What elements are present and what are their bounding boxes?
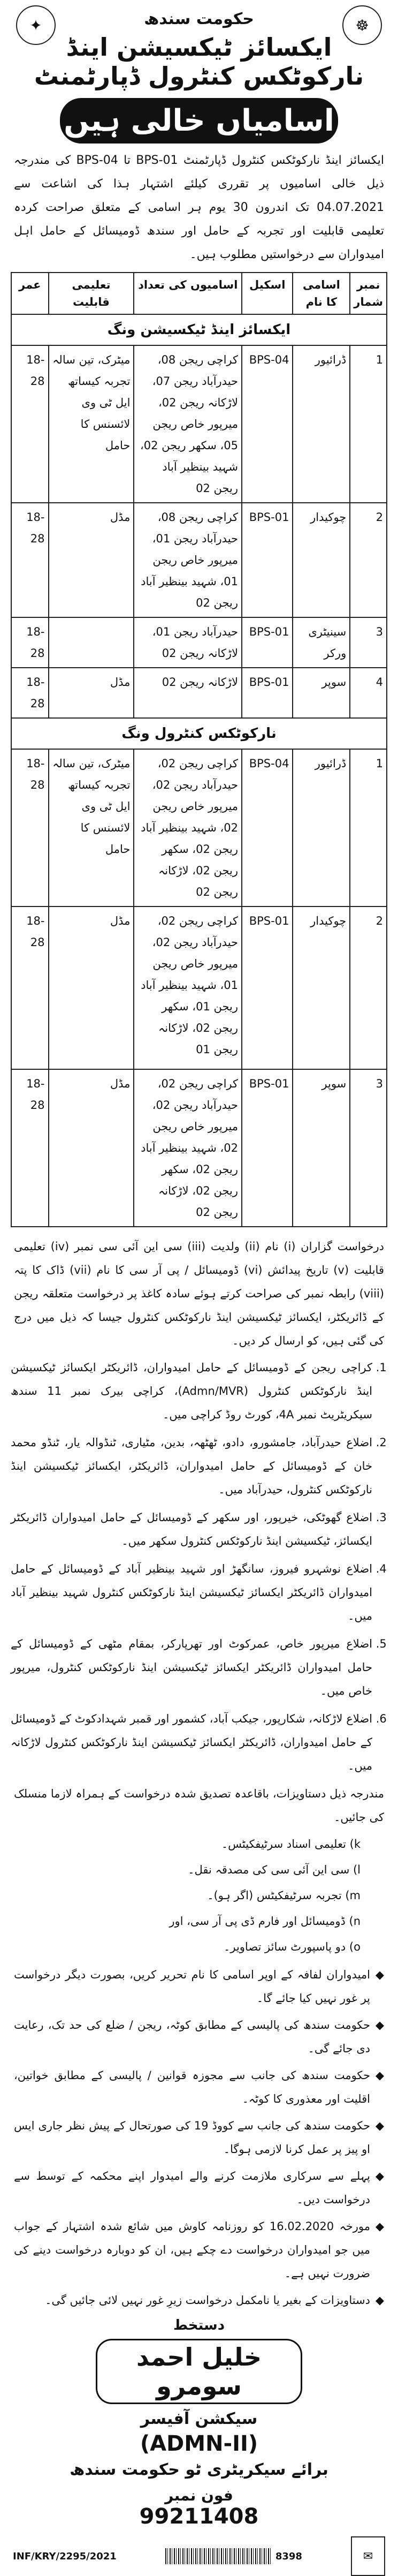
bullet-icon: ◆ (375, 2119, 384, 2132)
list-item: o) دو پاسپورٹ سائز تصاویر۔ (224, 1940, 361, 1953)
barcode-icon (165, 2548, 272, 2564)
conditions-section (11, 1235, 387, 2312)
list-item: 3. اضلاع گھوٹکی، خیرپور، اور سکھر کے ڈومیسائل کے حامل امیدواران ڈائریکٹر ایکسائز، ٹیکسیشن اینڈ نارکوٹکس کنٹرول سکھر میں۔ (11, 1506, 372, 1553)
list-item: ◆ حکومت سندھ کی جانب سے کووڈ 19 کی صورتحال کے پیش نظر جاری ایس او پیز پر عمل کرنا لازمی ہوگا۔ (14, 2114, 384, 2161)
list-item: ◆ دستاویزات کے بغیر یا نامکمل درخواست زیرِ غور نہیں لائی جائیں گی۔ (14, 2288, 384, 2312)
sindh-government-emblem-icon: ☸ (342, 5, 382, 45)
header-scale: اسکیل (242, 273, 293, 314)
table-row: 1 ڈرائیور BPS-04 کراچی ریجن 02، حیدرآباد ریجن 02، میرپور خاص ریجن 02، شہید بینظیر آباد ریجن 02، سکھر ریجن 02، لاڑکانہ ریجن 02 میٹرک، تین سالہ تجربہ کیساتھ ایل ٹی وی لائسنس کا حامل 18-28 (11, 749, 387, 906)
header-qualification: تعلیمی قابلیت (49, 273, 134, 314)
list-item: 6. اضلاع لاڑکانہ، شکارپور، جیکب آباد، کشمور اور قمبر شہدادکوٹ کے ڈومیسائل کے حامل امیدواران، ڈائریکٹر ایکسائز ٹیکسیشن اینڈ نارکوٹکس کنٹرول لاڑکانہ میں۔ (11, 1707, 372, 1778)
government-title: حکومت سندھ (144, 10, 254, 28)
barcode-group (165, 2548, 302, 2564)
signatory-name: خلیل احمد سومرو (96, 2339, 302, 2404)
table-row: 2 چوکیدار BPS-01 کراچی ریجن 02، حیدرآباد ریجن 02، میرپور خاص ریجن 01، شہید بینظیر آباد ریجن 01، سکھر ریجن 02، لاڑکانہ ریجن 01 مڈل 18-28 (11, 906, 387, 1069)
vacancies-banner: اسامیاں خالی ہیں (60, 98, 338, 143)
header-age: عمر (11, 273, 49, 314)
documents-list (11, 1832, 387, 1959)
stamp-icon: ✉ (351, 2536, 385, 2576)
table-row: 1 ڈرائیور BPS-04 کراچی ریجن 08، حیدرآباد ریجن 07، لاڑکانہ ریجن 02، میرپور خاص ریجن 05، سکھر ریجن 02، شہید بینظیر آباد ریجن 02 میٹرک، تین سالہ تجربہ کیساتھ ایل ٹی وی لائسنس کا حامل 18-28 (11, 345, 387, 503)
list-item: m) تجربہ سرٹیفکیٹس (اگر ہو)۔ (207, 1889, 361, 1902)
department-title: ایکسائز ٹیکسیشن اینڈ نارکوٹکس کنٹرول ڈپارٹمنٹ (34, 33, 364, 90)
table-row: 4 سوپر BPS-01 لاڑکانہ ریجن 02 مڈل 18-28 (11, 668, 387, 718)
signatory-role: سیکشن آفیسر (140, 2409, 258, 2428)
list-item: k) تعلیمی اسناد سرٹیفکیٹس۔ (221, 1838, 361, 1850)
list-item: ◆ مورخہ 16.02.2020 کو روزنامہ کاوش میں شائع شدہ اشتہار کے جواب میں جو امیدواران درخواست دے چکے ہیں، ان کو دوبارہ درخواست دینے کی ضرورت نہیں ہے۔ (14, 2215, 384, 2285)
documents-intro: مندرجہ ذیل دستاویزات، باقاعدہ تصدیق شدہ درخواست کے ہمراہ لازما منسلک کی جائیں۔ (14, 1787, 384, 1824)
footer-bar (11, 2536, 387, 2576)
table-row: 3 سوپر BPS-01 کراچی ریجن 02، حیدرآباد ریجن 02، میرپور خاص ریجن 02، شہید بینظیر آباد ریجن 02، سکھر ریجن 02، لاڑکانہ ریجن 02 مڈل 18-28 (11, 1069, 387, 1227)
region-list (11, 1356, 387, 1778)
bullet-icon: ◆ (375, 2294, 384, 2307)
bullet-icon: ◆ (375, 2170, 384, 2182)
wing-row-excise: ایکسائز اینڈ ٹیکسیشن ونگ (11, 314, 387, 345)
list-item: l) سی این آئی سی کی مصدقہ نقل۔ (188, 1863, 361, 1876)
barcode-number: 8398 (275, 2550, 302, 2562)
phone-number: 99211408 (139, 2504, 259, 2529)
conditions-intro: درخواست گزاران (i) نام (ii) ولدیت (iii) سی این آئی سی نمبر (iv) تعلیمی قابلیت (v) تاریخ پیدائش (vi) ڈومیسائل / پی آر سی کا نام (vii) ڈاک کا پتہ (viii) رابطہ نمبر کی صراحت کرتے ہوئے سادہ کاغذ پر درخواست متعلقہ ریجن کے ڈائریکٹر، ایکسائز ٹیکسیشن اینڈ نارکوٹکس کنٹرول جیسا کہ ذیل میں درج کی گئی ہیں، کو ارسال کر دیں۔ (14, 1240, 385, 1347)
bullet-icon: ◆ (375, 2220, 384, 2233)
list-item: 5. اضلاع میرپور خاص، عمرکوٹ اور تھرپارکر، بمقام مٹھی کے ڈومیسائل کے حامل امیدواران ڈائریکٹر ایکسائز ٹیکسیشن اینڈ نارکوٹکس کنٹرول، میرپور خاص میں۔ (11, 1632, 372, 1703)
bullet-icon: ◆ (375, 2069, 384, 2082)
header-post-name: اسامی کا نام (293, 273, 350, 314)
header-serial: نمبر شمار (350, 273, 387, 314)
list-item: 1. کراچی ریجن کے ڈومیسائل کے حامل امیدواران، ڈائریکٹر ایکسائز ٹیکسیشن اینڈ نارکوٹکس کنٹرول (Admn/MVR)، کراچی بیرک نمبر 11 سندھ سیکریٹریٹ نمبر 4A، کورٹ روڈ کراچی میں۔ (11, 1356, 372, 1426)
table-header-row (11, 273, 387, 314)
list-item: 2. اضلاع حیدرآباد، جامشورو، دادو، ٹھٹھہ، بدین، مٹیاری، ٹنڈوالہ یار، ٹنڈو محمد خان کے ڈومیسائل کے حامل امیدواران، ڈائریکٹر، ایکسائز ٹیکسیشن اینڈ نارکوٹکس کنٹرول، حیدرآباد میں۔ (11, 1431, 372, 1501)
list-item: n) ڈومیسائل اور فارم ڈی پی آر سی، اور (169, 1915, 361, 1928)
table-row: 3 سینیٹری ورکر BPS-01 حیدرآباد ریجن 01، لاڑکانہ ریجن 02 18-28 (11, 617, 387, 668)
signatory-section: (ADMN-II) (140, 2431, 258, 2456)
department-emblem-icon: ✦ (16, 5, 56, 45)
list-item: ◆ حکومت سندھ کی جانب سے مجوزہ قوانین / پالیسی کے مطابق خواتین، اقلیت اور معذوری کا کوٹہ۔ (14, 2064, 384, 2111)
notes-list (11, 1963, 387, 2312)
vacancies-table (11, 272, 387, 1227)
signature-label: دستخط (173, 2317, 225, 2333)
list-item: 4. اضلاع نوشہرو فیروز، سانگھڑ اور شہید بینظیر آباد کے ڈومیسائل کے حامل امیدواران ڈائریکٹر ایکسائز ٹیکسیشن اینڈ نارکوٹکس کنٹرول شہید بینظیر آباد میں۔ (11, 1557, 372, 1628)
reference-number: INF/KRY/2295/2021 (13, 2550, 117, 2562)
bullet-icon: ◆ (375, 2019, 384, 2031)
phone-label: فون نمبر (165, 2487, 233, 2504)
wing-row-narcotics: نارکوٹکس کنٹرول ونگ (11, 718, 387, 749)
table-row: 2 چوکیدار BPS-01 کراچی ریجن 08، حیدرآباد ریجن 01، میرپور خاص ریجن 01، شہید بینظیر آباد ریجن 02 مڈل 18-28 (11, 503, 387, 617)
bullet-icon: ◆ (375, 1968, 384, 1981)
list-item: ◆ حکومت سندھ کی پالیسی کے مطابق کوٹہ، ریجن / ضلع کی حد تک، رعایت دی جائے گی۔ (14, 2013, 384, 2060)
intro-paragraph: ایکسائز اینڈ نارکوٹکس کنٹرول ڈپارٹمنٹ BPS-01 تا BPS-04 کی مندرجہ ذیل خالی اسامیوں پر تقرری کیلئے اشتہار ہذا کی اشاعت سے 04.07.2021 تک اندرون 30 یوم ہر اسامی کے متعلق صراحت کردہ تعلیمی قابلیت اور تجربہ کے حامل اور سندھ ڈومیسائل کے حامل اہل امیدواران سے درخواستیں مطلوب ہیں۔ (14, 154, 384, 261)
header-posts: اسامیوں کی تعداد (134, 273, 242, 314)
list-item: ◆ پہلے سے سرکاری ملازمت کرنے والے امیدوار اپنے محکمہ کے توسط سے درخواست دیں۔ (14, 2164, 384, 2211)
list-item: ◆ امیدواران لفافہ کے اوپر اسامی کا نام تحریر کریں، بصورت دیگر درخواست پر غور نہیں کیا جائے گا۔ (14, 1963, 384, 2010)
signatory-for: برائے سیکریٹری ٹو حکومت سندھ (70, 2460, 328, 2479)
